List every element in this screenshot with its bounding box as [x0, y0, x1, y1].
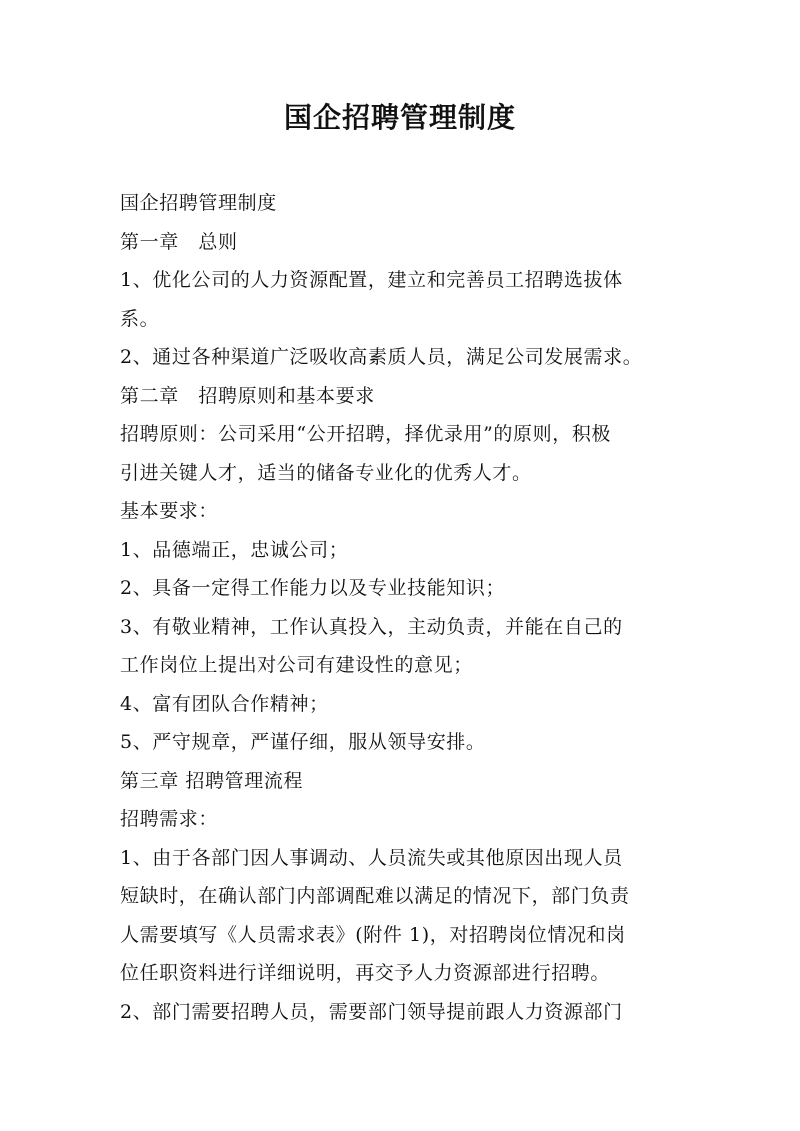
list-item-continuation: 工作岗位上提出对公司有建设性的意见； — [120, 654, 473, 676]
section-label: 招聘需求： — [120, 808, 219, 830]
document-body — [120, 184, 700, 1031]
paragraph-line: 引进关键人才，适当的储备专业化的优秀人才。 — [120, 461, 532, 484]
list-item: 5、严守规章，严谨仔细，服从领导安排。 — [120, 731, 486, 753]
list-item-continuation: 人需要填写《人员需求表》(附件 1)，对招聘岗位情况和岗 — [120, 923, 626, 946]
list-item: 1、品德端正，忠诚公司； — [120, 538, 349, 561]
paragraph-line: 招聘原则：公司采用“公开招聘，择优录用”的原则，积极 — [120, 423, 612, 445]
chapter-3-heading: 第三章 招聘管理流程 — [120, 769, 304, 792]
paragraph-line: 1、优化公司的人力资源配置，建立和完善员工招聘选拔体 — [120, 269, 623, 291]
list-item: 3、有敬业精神，工作认真投入，主动负责，并能在自己的 — [120, 615, 623, 638]
list-item: 2、部门需要招聘人员，需要部门领导提前跟人力资源部门 — [120, 1000, 623, 1023]
list-item-continuation: 短缺时，在确认部门内部调配难以满足的情况下，部门负责 — [120, 885, 630, 907]
paragraph-line: 系。 — [120, 307, 160, 330]
chapter-1-heading: 第一章 总则 — [120, 230, 238, 253]
list-item-continuation: 位任职资料进行详细说明，再交予人力资源部进行招聘。 — [120, 962, 611, 984]
subtitle-line: 国企招聘管理制度 — [120, 192, 277, 214]
paragraph-line: 2、通过各种渠道广泛吸收高素质人员，满足公司发展需求。 — [120, 346, 643, 368]
document-title: 国企招聘管理制度 — [283, 101, 516, 134]
list-item: 1、由于各部门因人事调动、人员流失或其他原因出现人员 — [120, 846, 623, 869]
list-item: 4、富有团队合作精神； — [120, 692, 329, 715]
list-item: 2、具备一定得工作能力以及专业技能知识； — [120, 577, 506, 599]
section-label: 基本要求： — [120, 500, 219, 522]
chapter-2-heading: 第二章 招聘原则和基本要求 — [120, 384, 375, 407]
